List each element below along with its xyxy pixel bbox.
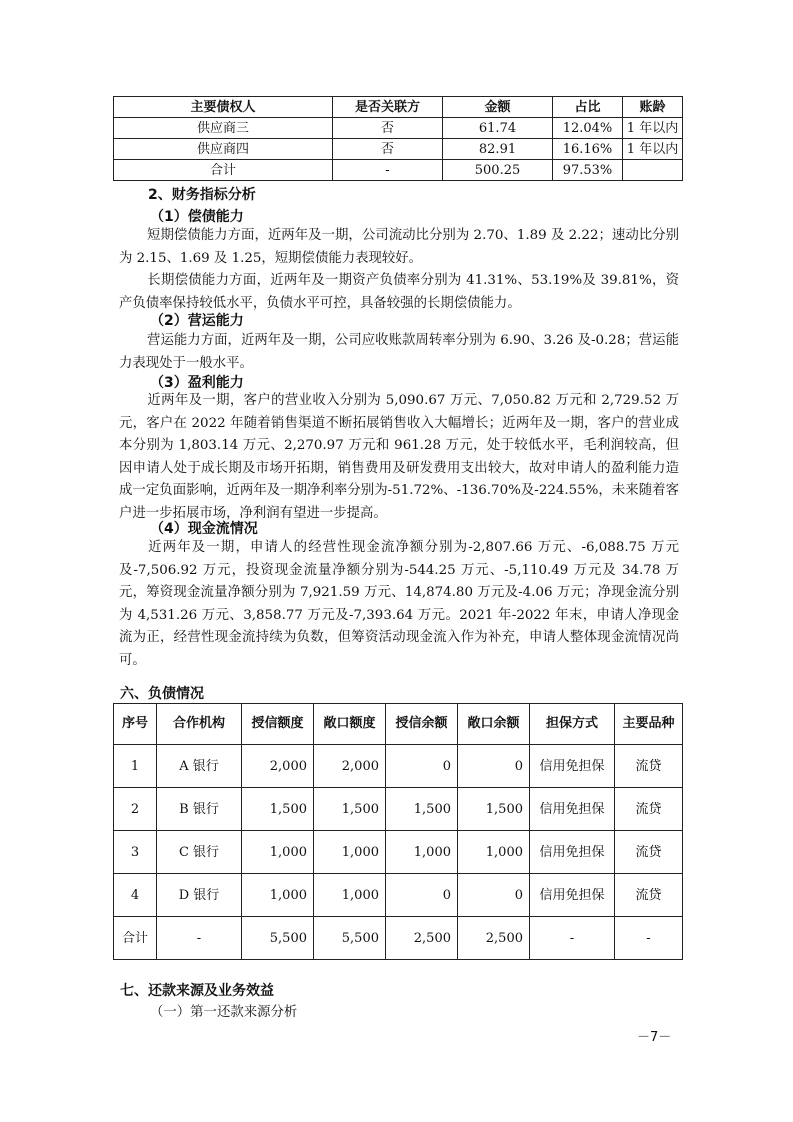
table-cell: 合计 [114, 160, 333, 181]
table-cell: 否 [333, 118, 443, 139]
subsection-heading-solvency: （1）偿债能力 [150, 209, 244, 225]
table-cell: 流贷 [615, 788, 683, 831]
paragraph-long-solvency: 长期偿债能力方面，近两年及一期资产负债率分别为 41.31%、53.19%及 39.81%，资产负债率保持较低水平，负债水平可控，具备较强的长期偿债能力。 [119, 273, 679, 311]
paragraph-profit: 近两年及一期，客户的营业收入分别为 5,090.67 万元、7,050.82 万元和 2,729.52 万元，客户在 2022 年随着销售渠道不断拓展销售收入大幅增长；近两年及一期，客户的营业成本分别为 1,803.14 万元、2,270.97 万元和 961.28 万元，处于较低水平，毛利润较高，但因申请人处于成长期及市场开拓期，销售费用及研发费用支出较大，故对申请人的盈利能力造成一定负面影响，近两年及一期净利率分别为-51.72%、-136.70%及-224.55%，未来随着客户进一步拓展市场，净利润有望进一步提高。 [119, 393, 679, 521]
table-row [114, 874, 683, 917]
table-row [114, 831, 683, 874]
col-header-related: 是否关联方 [333, 97, 443, 118]
table-row [114, 139, 683, 160]
table-cell: - [615, 917, 683, 960]
table-cell: 信用免担保 [530, 874, 615, 917]
col-header-product: 主要品种 [615, 704, 683, 745]
table-cell: 2,000 [242, 745, 314, 788]
paragraph-operation: 营运能力方面，近两年及一期，公司应收账款周转率分别为 6.90、3.26 及-0.28；营运能力表现处于一般水平。 [119, 333, 679, 371]
table-cell [623, 160, 683, 181]
table-cell: 5,500 [314, 917, 386, 960]
page-number: －7－ [637, 1030, 672, 1045]
table-cell: 61.74 [443, 118, 553, 139]
col-header-exposure-balance: 敞口余额 [458, 704, 530, 745]
table-cell: 供应商三 [114, 118, 333, 139]
table-cell: 1,000 [314, 831, 386, 874]
table-cell: D 银行 [157, 874, 242, 917]
section-heading-financial: 2、财务指标分析 [148, 187, 256, 203]
table-cell: 2 [114, 788, 157, 831]
table-cell: - [530, 917, 615, 960]
table-cell: C 银行 [157, 831, 242, 874]
table-cell: - [157, 917, 242, 960]
table-cell: 流贷 [615, 874, 683, 917]
table-cell: 16.16% [553, 139, 623, 160]
table-cell: 1,000 [242, 831, 314, 874]
table-cell: 1 [114, 745, 157, 788]
section-heading-repayment: 七、还款来源及业务效益 [120, 983, 274, 999]
subsection-heading-cashflow: （4）现金流情况 [150, 521, 258, 537]
table-cell: B 银行 [157, 788, 242, 831]
table-cell: 2,500 [386, 917, 458, 960]
table-cell: 2,500 [458, 917, 530, 960]
col-header-guarantee: 担保方式 [530, 704, 615, 745]
col-header-ratio: 占比 [553, 97, 623, 118]
table-cell: 1,000 [458, 831, 530, 874]
col-header-no: 序号 [114, 704, 157, 745]
table-cell: - [333, 160, 443, 181]
subsection-heading-operation: （2）营运能力 [150, 313, 244, 329]
table-cell: 1 年以内 [623, 139, 683, 160]
table-cell: 1,500 [458, 788, 530, 831]
col-header-creditor: 主要债权人 [114, 97, 333, 118]
table-cell: 1,000 [386, 831, 458, 874]
section-heading-liabilities: 六、负债情况 [120, 686, 204, 702]
table-cell: 否 [333, 139, 443, 160]
col-header-exposure-line: 敞口额度 [314, 704, 386, 745]
table-header-row [114, 704, 683, 745]
table-cell: 1,000 [242, 874, 314, 917]
table-cell: 82.91 [443, 139, 553, 160]
table-cell: 0 [386, 874, 458, 917]
table-cell: 1,000 [314, 874, 386, 917]
table-row [114, 118, 683, 139]
table-cell: 12.04% [553, 118, 623, 139]
table-cell: A 银行 [157, 745, 242, 788]
creditors-table [113, 96, 683, 181]
table-cell: 合计 [114, 917, 157, 960]
table-row [114, 788, 683, 831]
table-cell: 3 [114, 831, 157, 874]
col-header-amount: 金额 [443, 97, 553, 118]
table-cell: 4 [114, 874, 157, 917]
paragraph-cashflow: 近两年及一期，申请人的经营性现金流净额分别为-2,807.66 万元、-6,088.75 万元及-7,506.92 万元，投资现金流量净额分别为-544.25 万元、-5,110.49 万元及 34.78 万元，筹资现金流量净额分别为 7,921.59 万元、14,874.80 万元及-4.06 万元；净现金流分别为 4,531.26 万元、3,858.77 万元及-7,393.64 万元。2021 年-2022 年末，申请人净现金流为正，经营性现金流持续为负数，但筹资活动现金流入作为补充，申请人整体现金流情况尚可。 [119, 540, 679, 668]
table-cell: 信用免担保 [530, 788, 615, 831]
table-header-row [114, 97, 683, 118]
col-header-aging: 账龄 [623, 97, 683, 118]
liabilities-table [113, 703, 683, 960]
table-cell: 流贷 [615, 745, 683, 788]
table-cell: 0 [458, 874, 530, 917]
table-cell: 1,500 [242, 788, 314, 831]
col-header-credit-line: 授信额度 [242, 704, 314, 745]
table-row [114, 745, 683, 788]
table-cell: 0 [386, 745, 458, 788]
table-cell: 1,500 [386, 788, 458, 831]
col-header-institution: 合作机构 [157, 704, 242, 745]
table-cell: 2,000 [314, 745, 386, 788]
table-cell: 0 [458, 745, 530, 788]
table-cell: 97.53% [553, 160, 623, 181]
paragraph-short-solvency: 短期偿债能力方面，近两年及一期，公司流动比分别为 2.70、1.89 及 2.22；速动比分别为 2.15、1.69 及 1.25，短期偿债能力表现较好。 [119, 228, 679, 266]
table-cell: 信用免担保 [530, 831, 615, 874]
subsection-heading-profit: （3）盈利能力 [150, 375, 244, 391]
table-cell: 500.25 [443, 160, 553, 181]
subsection-first-repayment: （一）第一还款来源分析 [150, 1005, 298, 1020]
table-cell: 供应商四 [114, 139, 333, 160]
table-cell: 流贷 [615, 831, 683, 874]
table-row-total [114, 917, 683, 960]
col-header-credit-balance: 授信余额 [386, 704, 458, 745]
table-row-total [114, 160, 683, 181]
table-cell: 1 年以内 [623, 118, 683, 139]
table-cell: 信用免担保 [530, 745, 615, 788]
table-cell: 5,500 [242, 917, 314, 960]
table-cell: 1,500 [314, 788, 386, 831]
